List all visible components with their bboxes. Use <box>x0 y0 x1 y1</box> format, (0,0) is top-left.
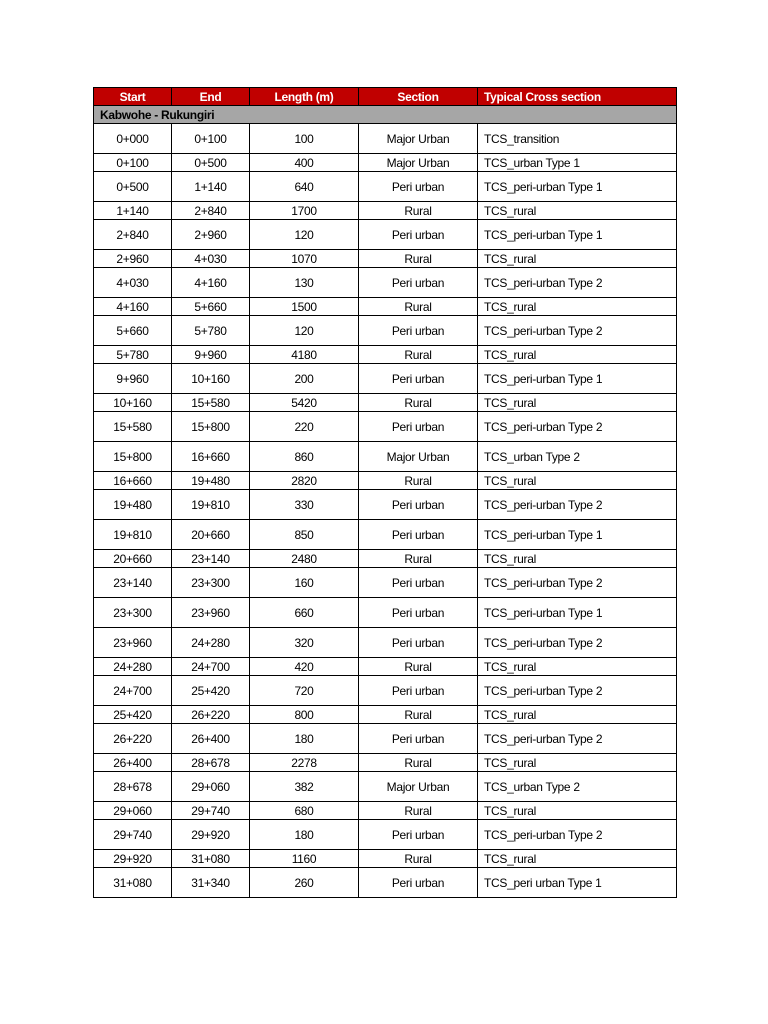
cell-section: Peri urban <box>359 568 478 598</box>
cell-typical-cross-section: TCS_rural <box>478 754 677 772</box>
cell-end: 15+800 <box>172 412 250 442</box>
table-row <box>94 220 677 250</box>
cell-section: Rural <box>359 346 478 364</box>
table-row <box>94 850 677 868</box>
cell-length: 850 <box>250 520 359 550</box>
cell-end: 24+700 <box>172 658 250 676</box>
group-label: Kabwohe - Rukungiri <box>94 106 677 124</box>
cell-section: Rural <box>359 550 478 568</box>
cell-start: 19+480 <box>94 490 172 520</box>
cell-length: 2480 <box>250 550 359 568</box>
table-row <box>94 658 677 676</box>
cell-end: 23+300 <box>172 568 250 598</box>
table-row <box>94 316 677 346</box>
cell-typical-cross-section: TCS_peri-urban Type 1 <box>478 172 677 202</box>
cell-length: 660 <box>250 598 359 628</box>
cell-section: Rural <box>359 802 478 820</box>
table-header-row <box>94 88 677 106</box>
table-row <box>94 298 677 316</box>
cell-typical-cross-section: TCS_peri-urban Type 2 <box>478 676 677 706</box>
cell-start: 29+920 <box>94 850 172 868</box>
cell-section: Peri urban <box>359 268 478 298</box>
cell-section: Peri urban <box>359 364 478 394</box>
cell-typical-cross-section: TCS_rural <box>478 706 677 724</box>
cell-start: 23+140 <box>94 568 172 598</box>
cell-section: Rural <box>359 298 478 316</box>
cell-start: 0+000 <box>94 124 172 154</box>
cell-end: 0+500 <box>172 154 250 172</box>
cell-length: 1160 <box>250 850 359 868</box>
cell-length: 420 <box>250 658 359 676</box>
table-row <box>94 520 677 550</box>
cell-typical-cross-section: TCS_rural <box>478 850 677 868</box>
cell-start: 31+080 <box>94 868 172 898</box>
cell-typical-cross-section: TCS_peri-urban Type 2 <box>478 724 677 754</box>
cell-typical-cross-section: TCS_rural <box>478 472 677 490</box>
cell-section: Peri urban <box>359 868 478 898</box>
table-row <box>94 202 677 220</box>
cell-typical-cross-section: TCS_urban Type 2 <box>478 772 677 802</box>
table-row <box>94 412 677 442</box>
cell-length: 100 <box>250 124 359 154</box>
cell-length: 860 <box>250 442 359 472</box>
table-row <box>94 364 677 394</box>
cell-section: Peri urban <box>359 316 478 346</box>
cell-length: 120 <box>250 220 359 250</box>
cell-start: 15+800 <box>94 442 172 472</box>
cell-start: 1+140 <box>94 202 172 220</box>
cell-end: 24+280 <box>172 628 250 658</box>
cell-typical-cross-section: TCS_peri-urban Type 2 <box>478 820 677 850</box>
table-row <box>94 490 677 520</box>
cell-section: Rural <box>359 658 478 676</box>
cell-typical-cross-section: TCS_peri urban Type 1 <box>478 868 677 898</box>
cell-length: 800 <box>250 706 359 724</box>
cell-typical-cross-section: TCS_rural <box>478 202 677 220</box>
cell-start: 0+500 <box>94 172 172 202</box>
cell-length: 4180 <box>250 346 359 364</box>
cell-start: 9+960 <box>94 364 172 394</box>
cell-typical-cross-section: TCS_peri-urban Type 1 <box>478 220 677 250</box>
cell-length: 680 <box>250 802 359 820</box>
cell-start: 24+700 <box>94 676 172 706</box>
cell-start: 15+580 <box>94 412 172 442</box>
cell-length: 640 <box>250 172 359 202</box>
table-row <box>94 346 677 364</box>
cell-typical-cross-section: TCS_rural <box>478 250 677 268</box>
cross-section-table <box>93 87 677 898</box>
cell-start: 24+280 <box>94 658 172 676</box>
cell-length: 220 <box>250 412 359 442</box>
table-row <box>94 550 677 568</box>
cell-end: 26+220 <box>172 706 250 724</box>
cell-start: 23+960 <box>94 628 172 658</box>
column-header-start: Start <box>94 88 172 106</box>
cell-end: 10+160 <box>172 364 250 394</box>
cell-start: 26+220 <box>94 724 172 754</box>
table-row <box>94 154 677 172</box>
cell-typical-cross-section: TCS_peri-urban Type 2 <box>478 628 677 658</box>
cell-start: 16+660 <box>94 472 172 490</box>
cell-start: 29+740 <box>94 820 172 850</box>
cell-section: Rural <box>359 394 478 412</box>
cell-start: 29+060 <box>94 802 172 820</box>
table-row <box>94 676 677 706</box>
table-row <box>94 124 677 154</box>
cell-end: 19+810 <box>172 490 250 520</box>
cell-end: 2+960 <box>172 220 250 250</box>
table-row <box>94 598 677 628</box>
group-row <box>94 106 677 124</box>
cell-start: 19+810 <box>94 520 172 550</box>
column-header-typical-cross-section: Typical Cross section <box>478 88 677 106</box>
table-row <box>94 268 677 298</box>
cell-end: 25+420 <box>172 676 250 706</box>
cell-length: 2278 <box>250 754 359 772</box>
cell-typical-cross-section: TCS_rural <box>478 802 677 820</box>
cell-typical-cross-section: TCS_peri-urban Type 2 <box>478 316 677 346</box>
cell-start: 4+030 <box>94 268 172 298</box>
table-row <box>94 628 677 658</box>
column-header-length: Length (m) <box>250 88 359 106</box>
cell-section: Peri urban <box>359 820 478 850</box>
cell-section: Major Urban <box>359 442 478 472</box>
cell-section: Peri urban <box>359 628 478 658</box>
cell-end: 0+100 <box>172 124 250 154</box>
table-row <box>94 802 677 820</box>
table-row <box>94 442 677 472</box>
cell-section: Peri urban <box>359 172 478 202</box>
cell-start: 10+160 <box>94 394 172 412</box>
cell-length: 5420 <box>250 394 359 412</box>
cell-length: 120 <box>250 316 359 346</box>
table-row <box>94 250 677 268</box>
cell-start: 4+160 <box>94 298 172 316</box>
cell-end: 5+660 <box>172 298 250 316</box>
cell-typical-cross-section: TCS_peri-urban Type 2 <box>478 568 677 598</box>
cell-end: 4+160 <box>172 268 250 298</box>
cell-end: 1+140 <box>172 172 250 202</box>
cell-length: 160 <box>250 568 359 598</box>
cell-typical-cross-section: TCS_peri-urban Type 1 <box>478 520 677 550</box>
cell-section: Rural <box>359 850 478 868</box>
cell-typical-cross-section: TCS_peri-urban Type 2 <box>478 490 677 520</box>
cell-length: 260 <box>250 868 359 898</box>
cell-section: Peri urban <box>359 724 478 754</box>
cell-typical-cross-section: TCS_rural <box>478 346 677 364</box>
cell-end: 20+660 <box>172 520 250 550</box>
cell-start: 2+960 <box>94 250 172 268</box>
cell-section: Major Urban <box>359 154 478 172</box>
cell-end: 5+780 <box>172 316 250 346</box>
cell-end: 31+080 <box>172 850 250 868</box>
cell-section: Rural <box>359 706 478 724</box>
cell-length: 130 <box>250 268 359 298</box>
cell-length: 2820 <box>250 472 359 490</box>
cell-typical-cross-section: TCS_rural <box>478 550 677 568</box>
table-row <box>94 706 677 724</box>
cell-start: 0+100 <box>94 154 172 172</box>
column-header-section: Section <box>359 88 478 106</box>
cell-end: 19+480 <box>172 472 250 490</box>
table-row <box>94 472 677 490</box>
table-row <box>94 820 677 850</box>
cell-end: 29+060 <box>172 772 250 802</box>
cell-start: 26+400 <box>94 754 172 772</box>
cell-start: 5+780 <box>94 346 172 364</box>
cell-typical-cross-section: TCS_urban Type 1 <box>478 154 677 172</box>
table-row <box>94 568 677 598</box>
table-row <box>94 394 677 412</box>
cell-start: 20+660 <box>94 550 172 568</box>
cell-end: 23+960 <box>172 598 250 628</box>
cell-end: 29+920 <box>172 820 250 850</box>
cell-start: 28+678 <box>94 772 172 802</box>
cell-length: 1070 <box>250 250 359 268</box>
cell-end: 29+740 <box>172 802 250 820</box>
cell-typical-cross-section: TCS_peri-urban Type 2 <box>478 412 677 442</box>
cell-start: 2+840 <box>94 220 172 250</box>
cell-end: 9+960 <box>172 346 250 364</box>
cell-end: 15+580 <box>172 394 250 412</box>
cell-length: 1500 <box>250 298 359 316</box>
cell-typical-cross-section: TCS_rural <box>478 394 677 412</box>
column-header-end: End <box>172 88 250 106</box>
cell-length: 330 <box>250 490 359 520</box>
cell-section: Rural <box>359 250 478 268</box>
cell-end: 23+140 <box>172 550 250 568</box>
cell-length: 200 <box>250 364 359 394</box>
cell-typical-cross-section: TCS_rural <box>478 298 677 316</box>
cell-length: 180 <box>250 820 359 850</box>
cell-typical-cross-section: TCS_peri-urban Type 2 <box>478 268 677 298</box>
cell-end: 4+030 <box>172 250 250 268</box>
table-row <box>94 172 677 202</box>
cell-start: 25+420 <box>94 706 172 724</box>
cell-length: 720 <box>250 676 359 706</box>
cell-start: 5+660 <box>94 316 172 346</box>
table-row <box>94 868 677 898</box>
cell-end: 2+840 <box>172 202 250 220</box>
cell-section: Rural <box>359 472 478 490</box>
cell-section: Peri urban <box>359 676 478 706</box>
cell-typical-cross-section: TCS_peri-urban Type 1 <box>478 364 677 394</box>
cell-length: 382 <box>250 772 359 802</box>
cell-section: Peri urban <box>359 490 478 520</box>
cell-section: Peri urban <box>359 220 478 250</box>
cell-section: Peri urban <box>359 520 478 550</box>
cell-section: Rural <box>359 202 478 220</box>
cell-section: Peri urban <box>359 598 478 628</box>
cell-typical-cross-section: TCS_peri-urban Type 1 <box>478 598 677 628</box>
cell-end: 28+678 <box>172 754 250 772</box>
table-row <box>94 724 677 754</box>
cell-end: 31+340 <box>172 868 250 898</box>
cell-typical-cross-section: TCS_rural <box>478 658 677 676</box>
table-row <box>94 754 677 772</box>
table-row <box>94 772 677 802</box>
cell-end: 26+400 <box>172 724 250 754</box>
cell-section: Rural <box>359 754 478 772</box>
cell-typical-cross-section: TCS_transition <box>478 124 677 154</box>
cell-start: 23+300 <box>94 598 172 628</box>
cell-length: 1700 <box>250 202 359 220</box>
cell-length: 400 <box>250 154 359 172</box>
cell-section: Peri urban <box>359 412 478 442</box>
cell-section: Major Urban <box>359 124 478 154</box>
cell-end: 16+660 <box>172 442 250 472</box>
cell-section: Major Urban <box>359 772 478 802</box>
cell-typical-cross-section: TCS_urban Type 2 <box>478 442 677 472</box>
cell-length: 180 <box>250 724 359 754</box>
cell-length: 320 <box>250 628 359 658</box>
